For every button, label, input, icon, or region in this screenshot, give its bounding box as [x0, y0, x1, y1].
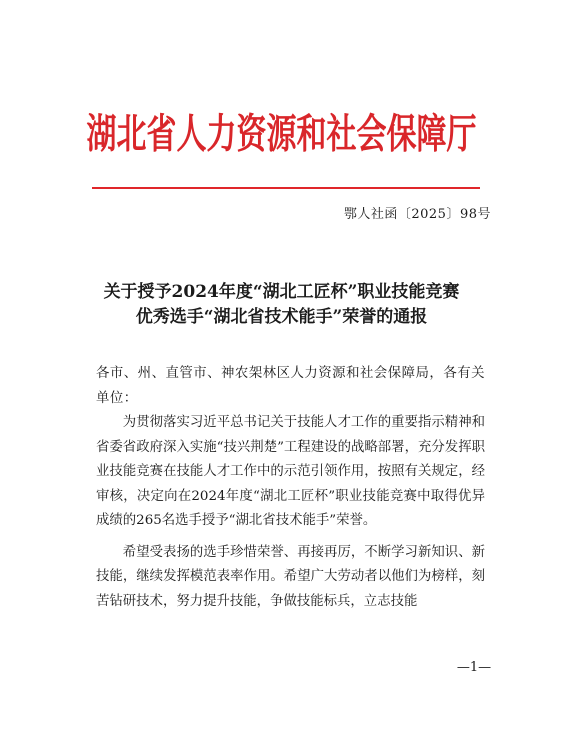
salutation: 各市、州、直管市、神农架林区人力资源和社会保障局，各有关单位：	[96, 366, 485, 406]
notice-title	[0, 280, 563, 330]
page-number: —1—	[456, 660, 492, 675]
notice-title-line-1: 关于授予2024年度“湖北工匠杯”职业技能竞赛	[103, 282, 460, 302]
body-paragraph-2: 希望受表扬的选手珍惜荣誉、再接再厉，不断学习新知识、新技能，继续发挥模范表率作用。希望广大劳动者以他们为榜样，刻苦钻研技术，努力提升技能，争做技能标兵，立志技能	[96, 544, 485, 609]
letterhead-title: 湖北省人力资源和社会保障厅	[86, 110, 477, 159]
notice-title-line-2: 优秀选手“湖北省技术能手”荣誉的通报	[135, 307, 428, 327]
body-paragraph-1: 为贯彻落实习近平总书记关于技能人才工作的重要指示精神和省委省政府深入实施“技兴荆楚”工程建设的战略部署，充分发挥职业技能竞赛在技能人才工作中的示范引领作用，按照有关规定，经审核，决定向在2024年度“湖北工匠杯”职业技能竞赛中取得优异成绩的265名选手授予“湖北省技术能手”荣誉。	[96, 415, 485, 528]
notice-body	[96, 362, 485, 614]
document-number: 鄂人社函〔2025〕98号	[343, 207, 491, 222]
red-divider-line	[92, 187, 480, 189]
